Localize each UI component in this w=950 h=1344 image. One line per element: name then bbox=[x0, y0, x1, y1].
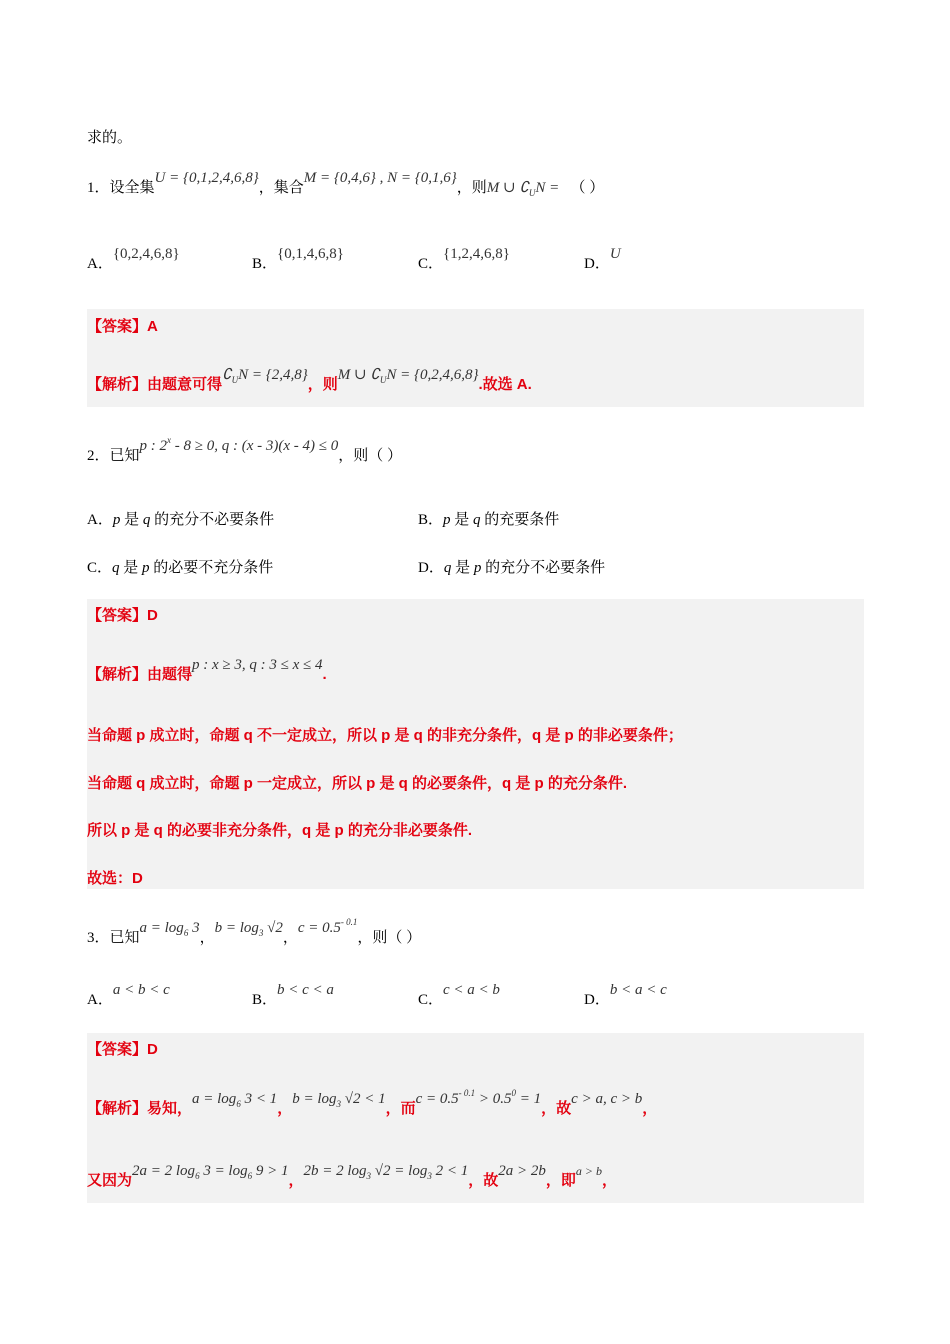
question-3: 3．已知$a = \log_6 3$，$b = \log_3 √2$，$c = 0.5^{- 0.1}$，则（ ） bbox=[87, 917, 422, 946]
q2-option-c: C．q 是 p 的必要不充分条件 bbox=[87, 560, 274, 576]
q2-number: 2．已知 bbox=[87, 448, 140, 464]
q1-option-c: C．{1,2,4,6,8} bbox=[418, 246, 510, 272]
q1-option-b: B．{0,1,4,6,8} bbox=[252, 246, 344, 272]
q1-paren: （ ） bbox=[570, 180, 605, 196]
q3-analysis-line2: 又因为2a = 2 $\log_6 3 = \log_6 9 > 1$，2b = 2 $\log_3 √2 = \log_3 2 < 1$，故2a > 2b，即$^{a > b}$， bbox=[87, 1163, 617, 1189]
q1-set-u: U = {0,1,2,4,6,8} bbox=[154, 170, 259, 186]
q2-option-a: A．p 是 q 的充分不必要条件 bbox=[87, 512, 275, 528]
q2-option-d: D．q 是 p 的充分不必要条件 bbox=[418, 560, 606, 576]
q1-sep1: ，集合 bbox=[258, 180, 304, 196]
intro-text: 求的。 bbox=[87, 130, 133, 146]
question-2 bbox=[87, 435, 403, 467]
q1-answer-box bbox=[87, 309, 864, 407]
q3-answer-box bbox=[87, 1033, 864, 1203]
q3-option-b: B．b < c < a bbox=[252, 982, 334, 1008]
q3-tail: ，则（ ） bbox=[357, 930, 422, 946]
q1-number: 1．设全集 bbox=[87, 180, 155, 196]
q3-number: 3．已知 bbox=[87, 930, 140, 946]
q2-analysis-line4: 当命题 q 成立时，命题 p 一定成立，所以 p 是 q 的必要条件，q 是 p 的充分条件. bbox=[87, 775, 627, 792]
q1-analysis: 【解析】由题意可得$∁_UN = \{2,4,8\}$，则M ∪ $∁_UN = \{0,2,4,6,8\}$.故选 A. bbox=[87, 367, 532, 393]
q3-b-def: $b = \log_3 √2$ bbox=[214, 920, 283, 938]
q3-c-def: $c = 0.5^{- 0.1}$ bbox=[297, 917, 358, 936]
q3-answer: 【答案】D bbox=[87, 1041, 158, 1058]
q3-option-a: A．a < b < c bbox=[87, 982, 170, 1008]
q2-answer: 【答案】D bbox=[87, 607, 158, 624]
q2-option-b: B．p 是 q 的充要条件 bbox=[418, 512, 560, 528]
q2-tail: ，则（ ） bbox=[338, 448, 403, 464]
q2-condition: p : 2$^x$ - 8 ≥ 0, q : (x - 3)(x - 4) ≤ 0 bbox=[139, 435, 339, 454]
q2-analysis-line3: 当命题 p 成立时，命题 q 不一定成立，所以 p 是 q 的非充分条件，q 是 p 的非必要条件； bbox=[87, 727, 683, 744]
q3-option-d: D．b < a < c bbox=[584, 982, 667, 1008]
q2-analysis-line6: 故选：D bbox=[87, 870, 143, 887]
q3-a-def: $a = \log_6 3$ bbox=[139, 920, 200, 938]
q1-option-a: A．{0,2,4,6,8} bbox=[87, 246, 180, 272]
q2-analysis: 【解析】由题得p : x ≥ 3, q : 3 ≤ x ≤ 4. bbox=[87, 657, 327, 683]
q3-analysis: 【解析】易知，$a = \log_6 3 < 1$，$b = \log_3 √2 < 1$，而$c = 0.5^{- 0.1} > 0.5^0 = 1$，故c > a, c > b， bbox=[87, 1088, 658, 1117]
q3-option-c: C．c < a < b bbox=[418, 982, 500, 1008]
question-1 bbox=[87, 170, 605, 199]
q2-analysis-line5: 所以 p 是 q 的必要非充分条件，q 是 p 的充分非必要条件. bbox=[87, 822, 472, 839]
q1-set-mn: M = {0,4,6} , N = {0,1,6} bbox=[303, 170, 457, 186]
q1-answer: 【答案】A bbox=[87, 318, 158, 335]
q2-answer-box bbox=[87, 599, 864, 889]
q1-option-d: D．U bbox=[584, 246, 621, 272]
q1-expr: M ∪ $∁_UN$ = bbox=[486, 180, 560, 198]
q1-sep2: ，则 bbox=[456, 180, 487, 196]
